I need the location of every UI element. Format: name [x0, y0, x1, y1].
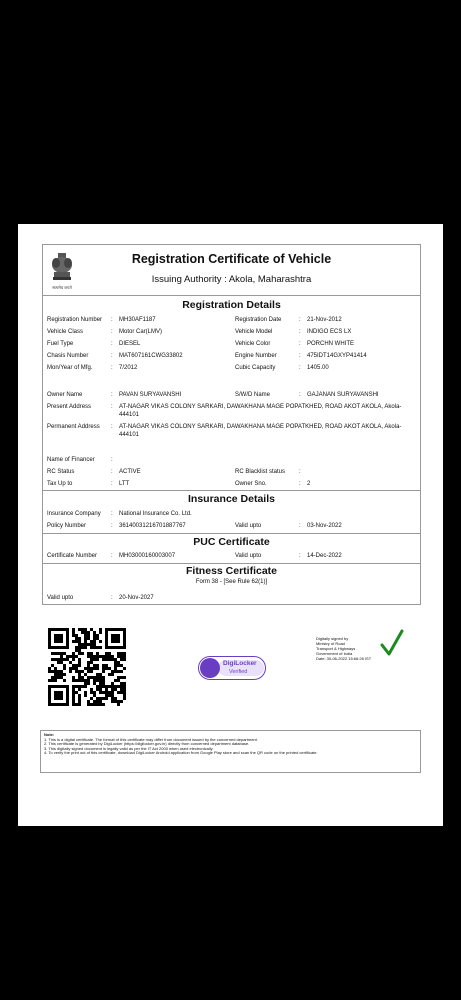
qr-code	[48, 628, 126, 706]
row-vehicle-class: Vehicle Class : Motor Car(LMV) Vehicle Model : INDIGO ECS LX	[47, 329, 352, 335]
present-address-value: AT-NAGAR VIKAS COLONY SARKARI, DAWAKHANA MAGE POPATKHED, ROAD AKOT AKOLA, Akola-444101	[119, 404, 402, 418]
row-reg-number: Registration Number : MH30AF1187 Registration Date : 21-Nov-2012	[47, 317, 342, 323]
row-permanent-address: Permanent Address :	[47, 424, 113, 430]
row-financer: Name of Financer :	[47, 457, 113, 463]
section-title-insurance: Insurance Details	[188, 493, 275, 505]
emblem-caption: सत्यमेव जयते	[52, 285, 72, 290]
digilocker-name: DigiLocker	[223, 660, 257, 667]
issuing-authority: Issuing Authority : Akola, Maharashtra	[151, 274, 312, 285]
note-item: 2. This certificate is generated by DigiLocker (https://digilocker.gov.in) directly from concerned department database.	[44, 741, 250, 747]
section-title-fitness: Fitness Certificate	[185, 565, 278, 577]
value: 21-Nov-2012	[307, 317, 342, 323]
digilocker-icon	[200, 658, 220, 678]
section-title-puc: PUC Certificate	[193, 536, 270, 548]
row-chassis: Chasis Number : MAT607161CWG33802 Engine Number : 475IDT14GXYP41414	[47, 353, 367, 359]
note-item: 1. This is a digital certificate. The format of this certificate may differ from document issued by the concerned department.	[44, 736, 258, 742]
notes-title: Note:	[44, 732, 55, 737]
label: Registration Number	[47, 317, 103, 323]
section-title-registration: Registration Details	[182, 299, 281, 311]
divider	[43, 533, 420, 534]
row-fuel-type: Fuel Type : DIESEL Vehicle Color : PORCHN WHITE	[47, 341, 354, 347]
notes-box	[40, 730, 421, 773]
note-item: 3. This digitally signed document is legally valid as per the IT Act 2000 when used electronically.	[44, 745, 214, 751]
divider	[43, 295, 420, 296]
digilocker-verified-badge	[198, 656, 266, 680]
row-policy: Policy Number : 36140031216701887767 Valid upto : 03-Nov-2022	[47, 523, 342, 529]
verified-label: Verified	[229, 669, 248, 675]
row-puc: Certificate Number : MH03000160003007 Valid upto : 14-Dec-2022	[47, 553, 342, 559]
divider	[43, 563, 420, 564]
certificate-frame	[42, 244, 421, 605]
row-rc-status: RC Status : ACTIVE RC Blacklist status :	[47, 469, 301, 475]
signature-check-icon	[380, 628, 404, 658]
note-item: 4. To verify the print out of this certificate, download DigiLocker Android application from Google Play store and scan the QR code on the printed certificate.	[44, 750, 318, 756]
certificate-page	[18, 224, 443, 826]
row-insurance-company: Insurance Company : National Insurance Co. Ltd.	[47, 511, 192, 517]
value: MH30AF1187	[119, 317, 156, 323]
row-tax: Tax Up to : LTT Owner Sno. : 2	[47, 481, 311, 487]
row-mfg: Mon/Year of Mfg. : 7/2012 Cubic Capacity : 1405.00	[47, 365, 329, 371]
row-fitness-valid: Valid upto : 20-Nov-2027	[47, 595, 154, 601]
row-present-address: Present Address :	[47, 404, 113, 410]
row-owner: Owner Name : PAVAN SURYAVANSHI S/W/D Name : GAJANAN SURYAVANSHI	[47, 392, 379, 398]
page-title: Registration Certificate of Vehicle	[131, 252, 332, 266]
fitness-form: Form 38 - [See Rule 62(1)]	[195, 579, 268, 585]
divider	[43, 490, 420, 491]
label: Registration Date	[235, 317, 282, 323]
digital-signature: Digitally signed by Ministry of Road Transport & Highways Government of India Date: 30-06-2022 15:66:26 IST	[316, 636, 372, 661]
permanent-address-value: AT-NAGAR VIKAS COLONY SARKARI, DAWAKHANA MAGE POPATKHED, ROAD AKOT AKOLA, Akola-444101	[119, 424, 402, 438]
